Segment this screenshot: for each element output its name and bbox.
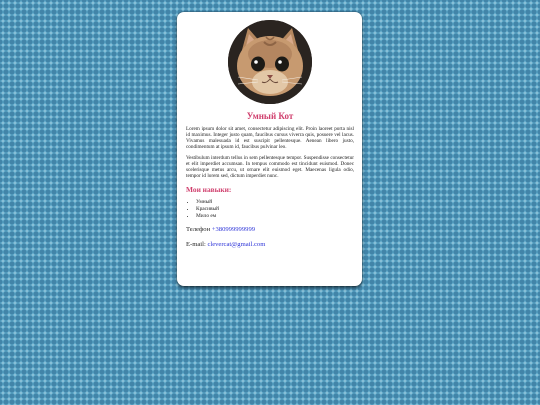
email-link[interactable]: clevercat@gmail.com <box>207 241 266 248</box>
skill-item: • Мило ем <box>196 213 354 220</box>
avatar <box>228 20 312 104</box>
email-label: E-mail: <box>186 241 206 248</box>
cat-photo <box>228 20 312 104</box>
profile-card <box>177 12 362 286</box>
phone-label: Телефон <box>186 226 211 233</box>
skills-list <box>186 199 354 220</box>
skill-item: • Умный <box>196 199 354 206</box>
bio-paragraph-1: Lorem ipsum dolor sit amet, consectetur adipiscing elit. Proin laoreet porta nisl id maximus. Integer justo quam, faucibus cursus viverra quis, posuere vel lacus. Vivamus malesuada id est suscipit pellentesque. Aenean libero justo, condimentum at ipsum id, faucibus pulvinar leo. <box>186 126 354 150</box>
email-row <box>186 241 354 248</box>
profile-name: Умный Кот <box>246 111 294 121</box>
skill-item: • Красивый <box>196 206 354 213</box>
phone-link[interactable]: +380999999999 <box>211 226 256 233</box>
skills-heading: Мои навыки: <box>186 185 232 194</box>
bio-paragraph-2: Vestibulum interdum tellus in sem pellentesque tempor. Suspendisse consectetur et elit imperdiet accumsan. In tempus commodo est tincidunt euismod. Donec scelerisque metus arcu, ut ornare elit euismod eget. Maecenas ligula odio, tempor id lorem sed, dictum imperdiet nunc. <box>186 155 354 179</box>
phone-row <box>186 226 354 233</box>
